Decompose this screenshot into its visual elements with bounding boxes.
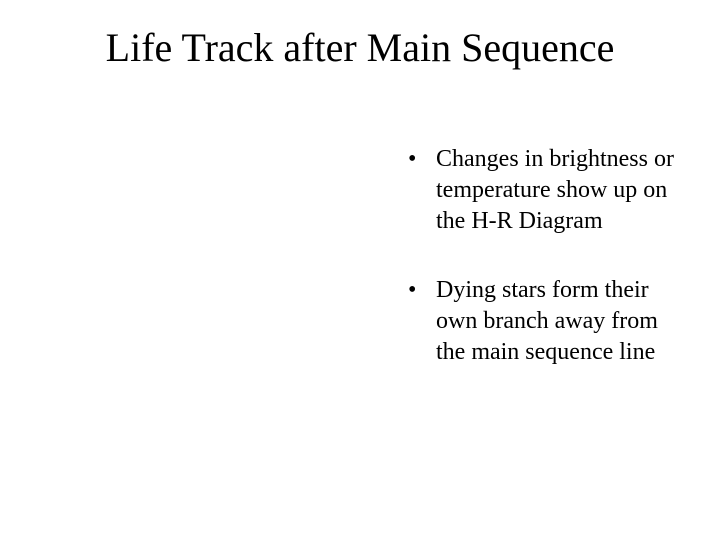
bullet-item-brightness-changes — [408, 144, 716, 237]
slide-title: Life Track after Main Sequence — [105, 25, 615, 70]
bullet-list — [408, 144, 716, 406]
bullet-text-line: the H-R Diagram — [436, 208, 603, 234]
bullet-item-dying-stars — [408, 275, 716, 368]
bullet-text-line: Changes in brightness or — [436, 146, 674, 172]
bullet-marker: • — [408, 277, 417, 303]
bullet-text-line: Dying stars form their — [436, 277, 649, 303]
bullet-marker: • — [408, 146, 417, 172]
bullet-text-line: own branch away from — [436, 308, 658, 334]
bullet-text-line: temperature show up on — [436, 177, 668, 203]
bullet-text-line: the main sequence line — [436, 339, 656, 365]
